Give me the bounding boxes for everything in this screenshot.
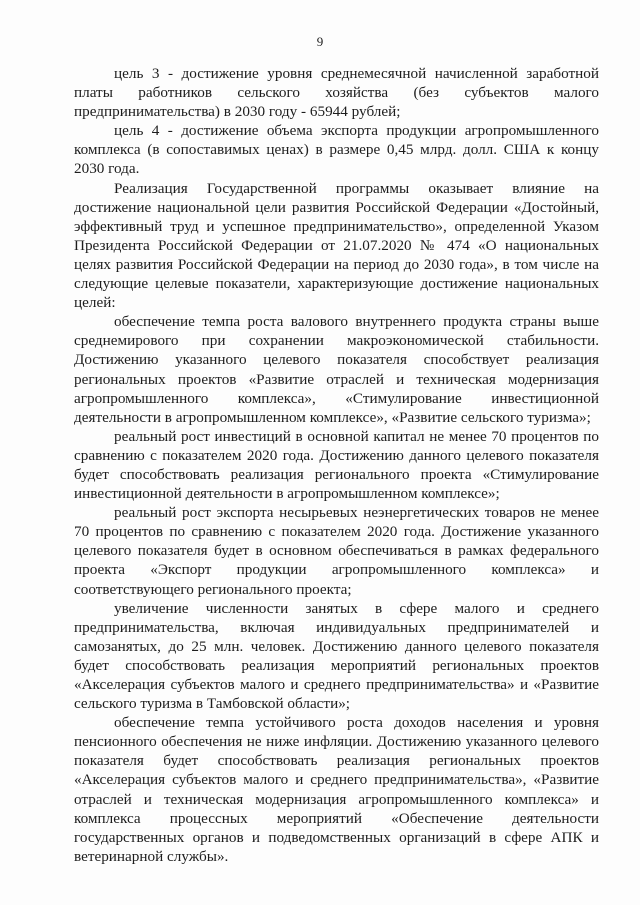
paragraph-goal-3: цель 3 - достижение уровня среднемесячной начисленной заработной платы работников сельского хозяйства (без субъектов малого предпринимательства) в 2030 году - 65944 рублей; (74, 65, 599, 121)
paragraph-export-growth: реальный рост экспорта несырьевых неэнергетических товаров не менее 70 процентов по сравнению с показателем 2020 года. Достижение указанного целевого показателя будет в основном обеспечиваться в рамках федерального проекта «Экспорт продукции агропромышленного комплекса» и соответствующего регионального проекта; (74, 504, 599, 598)
paragraph-employment: увеличение численности занятых в сфере малого и среднего предпринимательства, включая индивидуальных предпринимателей и самозанятых, до 25 млн. человек. Достижению данного целевого показателя будет способствовать реализация мероприятий региональных проектов «Акселерация субъектов малого и среднего предпринимательства» и «Развитие сельского туризма в Тамбовской области»; (74, 599, 599, 713)
paragraph-income-growth: обеспечение темпа устойчивого роста доходов населения и уровня пенсионного обеспечения не ниже инфляции. Достижению указанного целевого показателя будет способствовать реализация региональных проектов «Акселерация субъектов малого и среднего предпринимательства», «Развитие отраслей и техническая модернизация агропромышленного комплекса» и комплекса процессных мероприятий «Обеспечение деятельности государственных органов и подведомственных организаций в сфере АПК и ветеринарной службы». (74, 714, 599, 865)
paragraph-gdp-growth: обеспечение темпа роста валового внутреннего продукта страны выше среднемирового при сохранении макроэкономической стабильности. Достижению указанного целевого показателя способствует реализация региональных проектов «Развитие отраслей и техническая модернизация агропромышленного комплекса», «Стимулирование инвестиционной деятельности в агропромышленном комплексе», «Развитие сельского туризма»; (74, 313, 599, 426)
paragraph-national-goal: Реализация Государственной программы оказывает влияние на достижение национальной цели развития Российской Федерации «Достойный, эффективный труд и успешное предпринимательство», определенной Указом Президента Российской Федерации от 21.07.2020 № 474 «О национальных целях развития Российской Федерации на период до 2030 года», в том числе на следующие целевые показатели, характеризующие достижение национальных целей: (74, 179, 599, 312)
paragraph-goal-4: цель 4 - достижение объема экспорта продукции агропромышленного комплекса (в сопоставимых ценах) в размере 0,45 млрд. долл. США к концу 2030 года. (74, 122, 599, 178)
page-number: 9 (316, 34, 324, 49)
paragraph-investment-growth: реальный рост инвестиций в основной капитал не менее 70 процентов по сравнению с показателем 2020 года. Достижению данного целевого показателя будет способствовать реализация регионального проекта «Стимулирование инвестиционной деятельности в агропромышленном комплексе»; (74, 427, 599, 503)
document-body (74, 64, 599, 866)
